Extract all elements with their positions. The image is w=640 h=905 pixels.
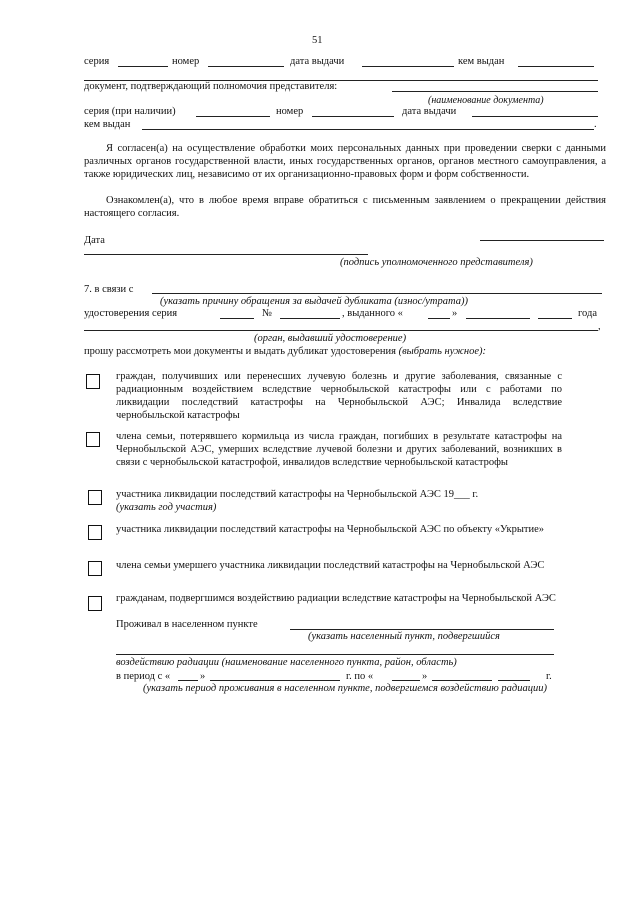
issue-date-field[interactable] xyxy=(362,66,454,67)
cert-day-field[interactable] xyxy=(428,318,450,319)
option-checkbox-radiation-illness[interactable] xyxy=(86,374,100,389)
period-prefix: в период с « xyxy=(116,671,171,682)
signature-caption: (подпись уполномоченного представителя) xyxy=(340,257,533,268)
cert-organ-field[interactable] xyxy=(84,330,598,331)
period-year-end: г. xyxy=(546,671,552,682)
cert-month-field[interactable] xyxy=(466,318,530,319)
series-field[interactable] xyxy=(118,66,168,67)
number-field[interactable] xyxy=(208,66,284,67)
option-text-radiation-illness: граждан, получивших или перенесших лучевую болезнь и другие заболевания, связанные с радиационным воздействием вследствие чернобыльской катастрофы или с работами по ликвидации последствий катастрофы на Чернобыльской АЭС; Инвалида вследствие чернобыльской катастрофы xyxy=(116,371,562,421)
lived-label: Проживал в населенном пункте xyxy=(116,619,258,630)
cert-series-field[interactable] xyxy=(220,318,254,319)
cert-trailing-comma: , xyxy=(598,321,601,332)
settlement-caption-1: (указать населенный пункт, подвергшийся xyxy=(308,631,500,642)
request-text xyxy=(84,345,486,358)
option-checkbox-shelter-object[interactable] xyxy=(88,525,102,540)
request-hint: (выбрать нужное): xyxy=(398,346,486,357)
issued-by-field[interactable] xyxy=(518,66,594,67)
cert-issued-prefix: , выданного « xyxy=(342,308,403,319)
option-text-family-breadwinner: члена семьи, потерявшего кормильца из числа граждан, погибших в результате катастрофы на Чернобыльской АЭС, умерших вследствие лучевой болезни и других заболеваний, возникших в связи с чернобыльской катастрофой, инвалидов вследствие чернобыльской катастрофы xyxy=(116,431,562,468)
period-to-year-field[interactable] xyxy=(498,680,530,681)
date-field[interactable] xyxy=(480,240,604,241)
option-text-liquidation-participant: участника ликвидации последствий катастрофы на Чернобыльской АЭС 19___ г. xyxy=(116,489,479,500)
period-to-label: г. по « xyxy=(346,671,374,682)
representative-doc-label: документ, подтверждающий полномочия представителя: xyxy=(84,81,338,92)
cert-year-field[interactable] xyxy=(538,318,572,319)
cert-number-field[interactable] xyxy=(280,318,340,319)
period-to-day-field[interactable] xyxy=(392,680,420,681)
option-checkbox-family-breadwinner[interactable] xyxy=(86,432,100,447)
signature-field[interactable] xyxy=(84,254,368,255)
option-checkbox-deceased-participant-family[interactable] xyxy=(88,561,102,576)
cert-year-word: года xyxy=(578,308,597,319)
section7-intro: 7. в связи с xyxy=(84,284,134,295)
rep-issue-date-field[interactable] xyxy=(472,116,598,117)
option-checkbox-exposed-citizens[interactable] xyxy=(88,596,102,611)
period-quote-close-1: » xyxy=(200,671,206,682)
request-main: прошу рассмотреть мои документы и выдать дубликат удостоверения xyxy=(84,346,396,357)
period-quote-close-2: » xyxy=(422,671,428,682)
rep-issued-by-label: кем выдан xyxy=(84,119,131,130)
participation-year-hint: (указать год участия) xyxy=(116,502,217,513)
issue-date-label: дата выдачи xyxy=(290,56,345,67)
rep-series-label: серия (при наличии) xyxy=(84,106,176,117)
rep-number-label: номер xyxy=(276,106,304,117)
cert-quote-close: » xyxy=(452,308,458,319)
rep-series-field[interactable] xyxy=(196,116,270,117)
period-caption: (указать период проживания в населенном пункте, подвергшемся воздействию радиации) xyxy=(142,683,547,694)
cert-series-label: удостоверения серия xyxy=(84,308,178,319)
date-label: Дата xyxy=(84,235,105,246)
option-text-deceased-participant-family: члена семьи умершего участника ликвидации последствий катастрофы на Чернобыльской АЭС xyxy=(116,560,545,571)
organ-caption: (орган, выдавший удостоверение) xyxy=(254,333,407,344)
page-number: 51 xyxy=(312,35,323,46)
series-label: серия xyxy=(84,56,110,67)
cert-number-sign: № xyxy=(262,308,273,319)
reason-field[interactable] xyxy=(152,293,602,294)
reason-caption: (указать причину обращения за выдачей дубликата (износ/утрата)) xyxy=(160,296,468,307)
acknowledgement-paragraph: Ознакомлен(а), что в любое время вправе обратиться с письменным заявлением о прекращении действия настоящего согласия. xyxy=(84,195,606,219)
number-label: номер xyxy=(172,56,200,67)
settlement-field-2[interactable] xyxy=(116,654,554,655)
rep-issued-by-period: . xyxy=(594,119,597,130)
period-from-day-field[interactable] xyxy=(178,680,198,681)
settlement-caption-2: воздействию радиации (наименование населенного пункта, район, область) xyxy=(116,657,457,668)
option-text-exposed-citizens: гражданам, подвергшимся воздействию радиации вследствие катастрофы на Чернобыльской АЭС xyxy=(116,593,556,604)
option-text-shelter-object: участника ликвидации последствий катастрофы на Чернобыльской АЭС по объекту «Укрытие» xyxy=(116,524,544,535)
rep-issue-date-label: дата выдачи xyxy=(402,106,457,117)
consent-paragraph: Я согласен(а) на осуществление обработки моих персональных данных при проведении сверки с данными различных органов государственной власти, иных государственных органов, органов местного самоуправления, а также юридических лиц, независимо от их организационно-правовых форм и форм собственности. xyxy=(84,143,606,180)
representative-doc-caption: (наименование документа) xyxy=(428,95,544,106)
rep-number-field[interactable] xyxy=(312,116,394,117)
rep-issued-by-field[interactable] xyxy=(142,129,594,130)
period-from-field[interactable] xyxy=(210,680,340,681)
period-to-month-field[interactable] xyxy=(432,680,492,681)
option-checkbox-liquidation-participant[interactable] xyxy=(88,490,102,505)
representative-doc-field[interactable] xyxy=(392,91,598,92)
issued-by-label: кем выдан xyxy=(458,56,505,67)
